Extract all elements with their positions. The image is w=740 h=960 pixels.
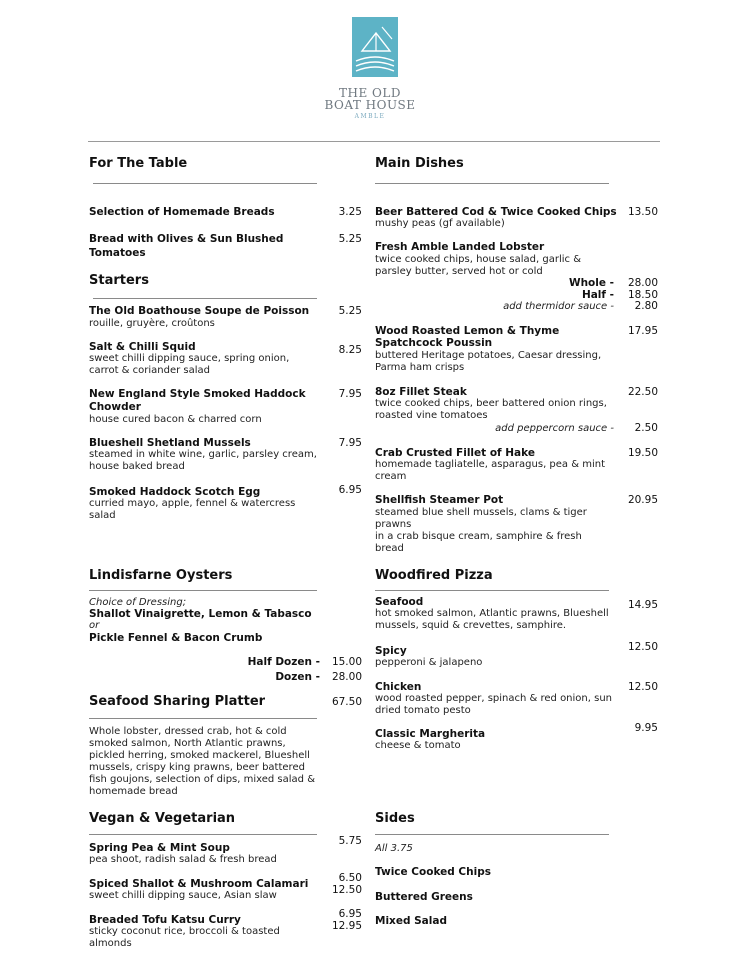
menu-item-price: 3.25 bbox=[338, 206, 362, 218]
oyster-half-dozen-price: 15.00 bbox=[331, 656, 362, 668]
platter-desc-line: mussels, crispy king prawns, beer battered bbox=[89, 762, 305, 773]
menu-item-desc: pea shoot, radish salad & fresh bread bbox=[89, 854, 277, 865]
menu-item-price: 5.25 bbox=[338, 233, 362, 245]
menu-item-price: 17.95 bbox=[627, 325, 658, 337]
menu-item-name: Shellfish Steamer Pot bbox=[375, 494, 504, 506]
side-item: Twice Cooked Chips bbox=[375, 866, 491, 878]
oyster-dozen-price: 28.00 bbox=[331, 671, 362, 683]
menu-item-desc: mussels, squid & crevettes, samphire. bbox=[375, 620, 567, 631]
oyster-dressing-option: Shallot Vinaigrette, Lemon & Tabasco bbox=[89, 608, 312, 620]
menu-item-price: 6.50 bbox=[338, 872, 362, 884]
oyster-choice-label: Choice of Dressing; bbox=[89, 597, 187, 608]
menu-item-price: 19.50 bbox=[627, 447, 658, 459]
menu-item-desc: in a crab bisque cream, samphire & fresh bbox=[375, 531, 582, 542]
oyster-dressing-option: Pickle Fennel & Bacon Crumb bbox=[89, 632, 263, 644]
side-item: Buttered Greens bbox=[375, 891, 473, 903]
menu-item-price: 9.95 bbox=[634, 722, 658, 734]
menu-item-desc: homemade tagliatelle, asparagus, pea & mint bbox=[375, 459, 605, 470]
menu-item-name: Classic Margherita bbox=[375, 728, 486, 740]
section-divider bbox=[93, 183, 317, 184]
menu-item-price: 20.95 bbox=[627, 494, 658, 506]
brand-line-2: BOAT HOUSE bbox=[324, 98, 416, 112]
menu-item-desc: hot smoked salmon, Atlantic prawns, Blueshell bbox=[375, 608, 609, 619]
brand-location: AMBLE bbox=[354, 113, 386, 120]
menu-item-price: 13.50 bbox=[627, 206, 658, 218]
section-heading-platter: Seafood Sharing Platter bbox=[89, 694, 266, 709]
menu-item-desc: Parma ham crisps bbox=[375, 362, 465, 373]
menu-item-name: New England Style Smoked Haddock bbox=[89, 388, 306, 400]
menu-item-desc: sticky coconut rice, broccoli & toasted bbox=[89, 926, 280, 937]
steak-peppercorn-label: add peppercorn sauce - bbox=[495, 423, 614, 434]
menu-item-price: 6.95 bbox=[338, 908, 362, 920]
menu-item-name: The Old Boathouse Soupe de Poisson bbox=[89, 305, 310, 317]
menu-item-price: 8.25 bbox=[338, 344, 362, 356]
section-heading-oysters: Lindisfarne Oysters bbox=[89, 568, 233, 583]
section-heading-for-the-table: For The Table bbox=[89, 156, 188, 171]
section-divider bbox=[89, 718, 317, 719]
section-divider bbox=[89, 834, 317, 835]
menu-item-desc: house cured bacon & charred corn bbox=[89, 414, 262, 425]
menu-item-desc: cheese & tomato bbox=[375, 740, 461, 751]
section-heading-vegan: Vegan & Vegetarian bbox=[89, 811, 236, 826]
side-item: Mixed Salad bbox=[375, 915, 447, 927]
menu-item-desc: carrot & coriander salad bbox=[89, 365, 211, 376]
menu-item-desc: cream bbox=[375, 471, 407, 482]
menu-item-desc: sweet chilli dipping sauce, spring onion, bbox=[89, 353, 290, 364]
menu-item-desc: twice cooked chips, house salad, garlic & bbox=[375, 254, 581, 265]
brand-line-1: THE OLD bbox=[339, 86, 401, 100]
menu-item-desc: twice cooked chips, beer battered onion rings, bbox=[375, 398, 607, 409]
menu-item-desc: mushy peas (gf available) bbox=[375, 218, 505, 229]
menu-item-price-large: 12.50 bbox=[331, 884, 362, 896]
section-divider bbox=[93, 298, 317, 299]
section-heading-sides: Sides bbox=[375, 811, 415, 826]
menu-item-name: Selection of Homemade Breads bbox=[89, 206, 275, 218]
section-divider bbox=[375, 183, 609, 184]
menu-item-desc: rouille, gruyère, croûtons bbox=[89, 318, 215, 329]
oyster-or-label: or bbox=[89, 620, 100, 631]
menu-item-name: Chicken bbox=[375, 681, 422, 693]
lobster-half-price: 18.50 bbox=[627, 289, 658, 301]
menu-item-desc: wood roasted pepper, spinach & red onion, sun bbox=[375, 693, 613, 704]
menu-item-desc: salad bbox=[89, 510, 116, 521]
menu-item-price: 7.95 bbox=[338, 437, 362, 449]
oyster-dozen-label: Dozen - bbox=[275, 671, 320, 683]
platter-desc-line: smoked salmon, North Atlantic prawns, bbox=[89, 738, 286, 749]
lobster-whole-price: 28.00 bbox=[627, 277, 658, 289]
menu-item-name-cont: Spatchcock Poussin bbox=[375, 337, 493, 349]
menu-item-desc: buttered Heritage potatoes, Caesar dressing, bbox=[375, 350, 602, 361]
menu-item-name: Spring Pea & Mint Soup bbox=[89, 842, 230, 854]
menu-item-name: Salt & Chilli Squid bbox=[89, 341, 196, 353]
section-heading-starters: Starters bbox=[89, 273, 149, 288]
menu-item-desc: steamed blue shell mussels, clams & tiger bbox=[375, 507, 587, 518]
menu-item-desc: pepperoni & jalapeno bbox=[375, 657, 483, 668]
platter-desc-line: homemade bread bbox=[89, 786, 178, 797]
menu-item-name: Breaded Tofu Katsu Curry bbox=[89, 914, 241, 926]
menu-item-desc: parsley butter, served hot or cold bbox=[375, 266, 543, 276]
menu-item-name: Beer Battered Cod & Twice Cooked Chips bbox=[375, 206, 617, 218]
menu-item-name-cont: Tomatoes bbox=[89, 247, 146, 259]
menu-item-desc: dried tomato pesto bbox=[375, 705, 471, 716]
menu-item-price: 5.75 bbox=[338, 835, 362, 847]
lobster-thermidor-label: add thermidor sauce - bbox=[503, 301, 614, 312]
header-divider bbox=[88, 141, 660, 142]
boathouse-logo bbox=[352, 17, 398, 77]
menu-item-desc: curried mayo, apple, fennel & watercress bbox=[89, 498, 296, 509]
menu-item-name: Smoked Haddock Scotch Egg bbox=[89, 486, 261, 498]
section-divider bbox=[89, 590, 317, 591]
section-heading-main-dishes: Main Dishes bbox=[375, 156, 464, 171]
menu-item-desc: sweet chilli dipping sauce, Asian slaw bbox=[89, 890, 277, 901]
platter-desc-line: Whole lobster, dressed crab, hot & cold bbox=[89, 726, 287, 737]
oyster-half-dozen-label: Half Dozen - bbox=[247, 656, 320, 668]
platter-price: 67.50 bbox=[331, 696, 362, 708]
lobster-whole-label: Whole - bbox=[568, 277, 614, 289]
menu-item-price: 5.25 bbox=[338, 305, 362, 317]
section-divider bbox=[375, 834, 609, 835]
menu-item-desc: prawns bbox=[375, 519, 412, 530]
menu-item-name: Crab Crusted Fillet of Hake bbox=[375, 447, 535, 459]
steak-peppercorn-price: 2.50 bbox=[634, 422, 658, 434]
menu-item-price: 6.95 bbox=[338, 484, 362, 496]
menu-item-name-cont: Chowder bbox=[89, 401, 141, 413]
menu-item-desc: house baked bread bbox=[89, 461, 185, 472]
platter-desc-line: pickled herring, smoked mackerel, Blueshell bbox=[89, 750, 310, 761]
menu-item-price: 14.95 bbox=[627, 599, 658, 611]
menu-item-desc: steamed in white wine, garlic, parsley cream, bbox=[89, 449, 317, 460]
menu-item-desc: bread bbox=[375, 543, 404, 554]
menu-item-price: 12.50 bbox=[627, 681, 658, 693]
menu-item-desc: roasted vine tomatoes bbox=[375, 410, 488, 421]
menu-item-name: 8oz Fillet Steak bbox=[375, 386, 467, 398]
menu-item-price: 12.50 bbox=[627, 641, 658, 653]
menu-item-name: Seafood bbox=[375, 596, 424, 608]
menu-item-desc: almonds bbox=[89, 938, 132, 949]
lobster-half-label: Half - bbox=[581, 289, 614, 301]
menu-item-price-large: 12.95 bbox=[331, 920, 362, 932]
menu-item-price: 7.95 bbox=[338, 388, 362, 400]
section-heading-pizza: Woodfired Pizza bbox=[375, 568, 493, 583]
menu-item-name: Spicy bbox=[375, 645, 407, 657]
menu-item-name: Spiced Shallot & Mushroom Calamari bbox=[89, 878, 309, 890]
sides-price-note: All 3.75 bbox=[375, 843, 413, 854]
platter-desc-line: fish goujons, selection of dips, mixed salad & bbox=[89, 774, 315, 785]
section-divider bbox=[375, 590, 609, 591]
menu-item-name: Blueshell Shetland Mussels bbox=[89, 437, 251, 449]
menu-item-name: Wood Roasted Lemon & Thyme bbox=[375, 325, 560, 337]
menu-item-name: Bread with Olives & Sun Blushed bbox=[89, 233, 284, 245]
menu-item-price: 22.50 bbox=[627, 386, 658, 398]
lobster-thermidor-price: 2.80 bbox=[634, 300, 658, 312]
menu-item-name: Fresh Amble Landed Lobster bbox=[375, 241, 545, 253]
